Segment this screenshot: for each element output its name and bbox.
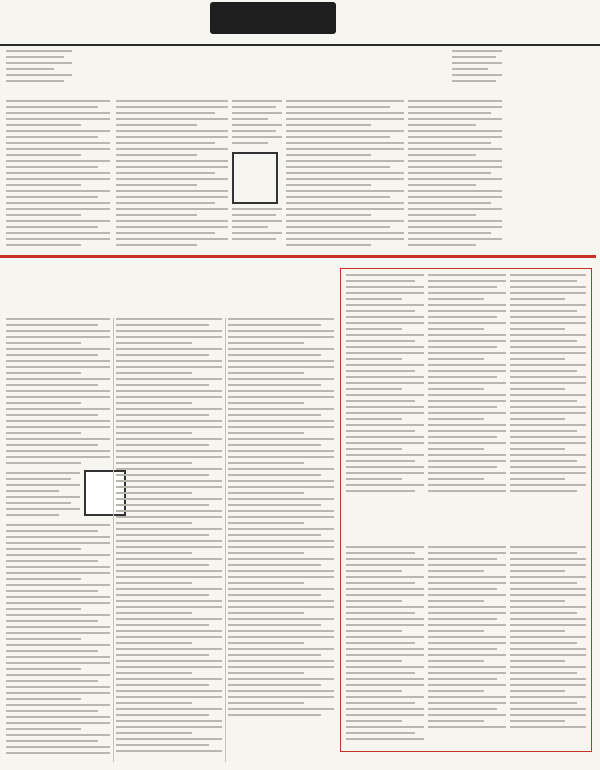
article1-side-text bbox=[452, 50, 502, 92]
article2-column-1-bottom bbox=[6, 524, 110, 760]
article2-column-2 bbox=[116, 318, 222, 760]
article3-column-1-top bbox=[346, 274, 424, 504]
article1-intro-text bbox=[6, 50, 72, 92]
article3-column-2-bottom bbox=[428, 546, 506, 736]
newspaper-logo bbox=[210, 2, 336, 34]
article1-column-5 bbox=[408, 100, 502, 250]
article-divider-red bbox=[0, 255, 596, 258]
commentary-badge bbox=[232, 152, 278, 204]
page-header-left bbox=[0, 0, 180, 44]
article3-column-3-bottom bbox=[510, 546, 586, 736]
article2-column-3 bbox=[228, 318, 334, 730]
article3-column-2-top bbox=[428, 274, 506, 504]
article1-column-4 bbox=[286, 100, 404, 250]
article3-column-3-top bbox=[510, 274, 586, 504]
article1-column-1 bbox=[6, 100, 110, 250]
article3-column-1-bottom bbox=[346, 546, 424, 746]
article2-column-1 bbox=[6, 318, 110, 468]
article1-column-3-bottom bbox=[232, 208, 282, 250]
header-divider bbox=[0, 44, 600, 46]
article1-column-2 bbox=[116, 100, 228, 250]
article1-column-3-top bbox=[232, 100, 282, 148]
article2-column-1-mid bbox=[6, 472, 80, 520]
column-rule bbox=[225, 318, 226, 762]
column-rule bbox=[113, 318, 114, 762]
